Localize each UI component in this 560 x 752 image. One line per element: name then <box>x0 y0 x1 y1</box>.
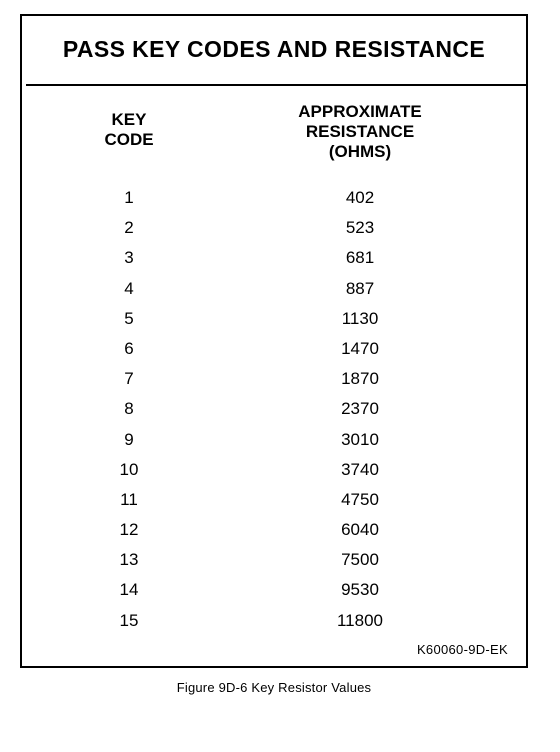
key-code-cell: 9 <box>124 429 134 449</box>
table-row <box>22 397 526 427</box>
table-row <box>22 337 526 367</box>
resistance-cell: 1130 <box>341 308 379 328</box>
table-row <box>22 277 526 307</box>
key-code-cell: 11 <box>120 489 138 509</box>
table-row <box>22 246 526 276</box>
resistance-cell: 11800 <box>336 610 383 630</box>
resistance-cell: 3010 <box>341 429 379 449</box>
resistance-cell: 7500 <box>341 550 379 570</box>
resistance-cell: 2370 <box>341 399 379 419</box>
key-code-cell: 7 <box>124 369 134 389</box>
header-key-code-line: KEY <box>111 110 147 129</box>
table-row <box>22 488 526 518</box>
key-code-cell: 4 <box>124 278 134 298</box>
key-code-cell: 10 <box>119 459 139 479</box>
table-row <box>22 186 526 216</box>
figure-reference-code: K60060-9D-EK <box>416 642 508 657</box>
resistance-cell: 1870 <box>341 369 379 389</box>
resistance-cell: 523 <box>345 218 375 238</box>
key-code-cell: 3 <box>124 248 134 268</box>
table-row <box>22 518 526 548</box>
resistance-cell: 402 <box>345 188 375 207</box>
key-code-cell: 1 <box>124 188 134 207</box>
figure-caption: Figure 9D-6 Key Resistor Values <box>176 680 372 695</box>
title-divider <box>26 84 526 86</box>
key-code-cell: 12 <box>119 520 139 540</box>
header-key-code-line: CODE <box>104 130 154 149</box>
table-row <box>22 428 526 458</box>
table-title: PASS KEY CODES AND RESISTANCE <box>62 36 486 62</box>
header-key-code <box>84 110 174 150</box>
resistance-cell: 1470 <box>341 338 379 358</box>
table-row <box>22 609 526 639</box>
table-row <box>22 548 526 578</box>
key-code-cell: 15 <box>119 610 139 630</box>
header-resistance-line: RESISTANCE <box>305 122 415 141</box>
key-code-cell: 13 <box>119 550 139 570</box>
resistance-cell: 887 <box>345 278 375 298</box>
table-row <box>22 367 526 397</box>
table-row <box>22 458 526 488</box>
resistance-cell: 4750 <box>341 489 379 509</box>
table-frame <box>20 14 528 668</box>
table-row <box>22 216 526 246</box>
header-resistance-line: (OHMS) <box>328 142 392 161</box>
resistance-cell: 681 <box>345 248 375 268</box>
key-code-cell: 2 <box>124 218 134 238</box>
header-resistance <box>270 102 450 162</box>
resistance-cell: 6040 <box>341 520 379 540</box>
key-code-cell: 6 <box>124 338 134 358</box>
header-resistance-line: APPROXIMATE <box>298 102 422 121</box>
key-code-cell: 14 <box>119 580 139 600</box>
table-body <box>22 186 526 639</box>
key-code-cell: 8 <box>124 399 134 419</box>
table-row <box>22 578 526 608</box>
key-code-cell: 5 <box>124 308 134 328</box>
table-row <box>22 307 526 337</box>
resistance-cell: 3740 <box>341 459 379 479</box>
resistance-cell: 9530 <box>341 580 379 600</box>
